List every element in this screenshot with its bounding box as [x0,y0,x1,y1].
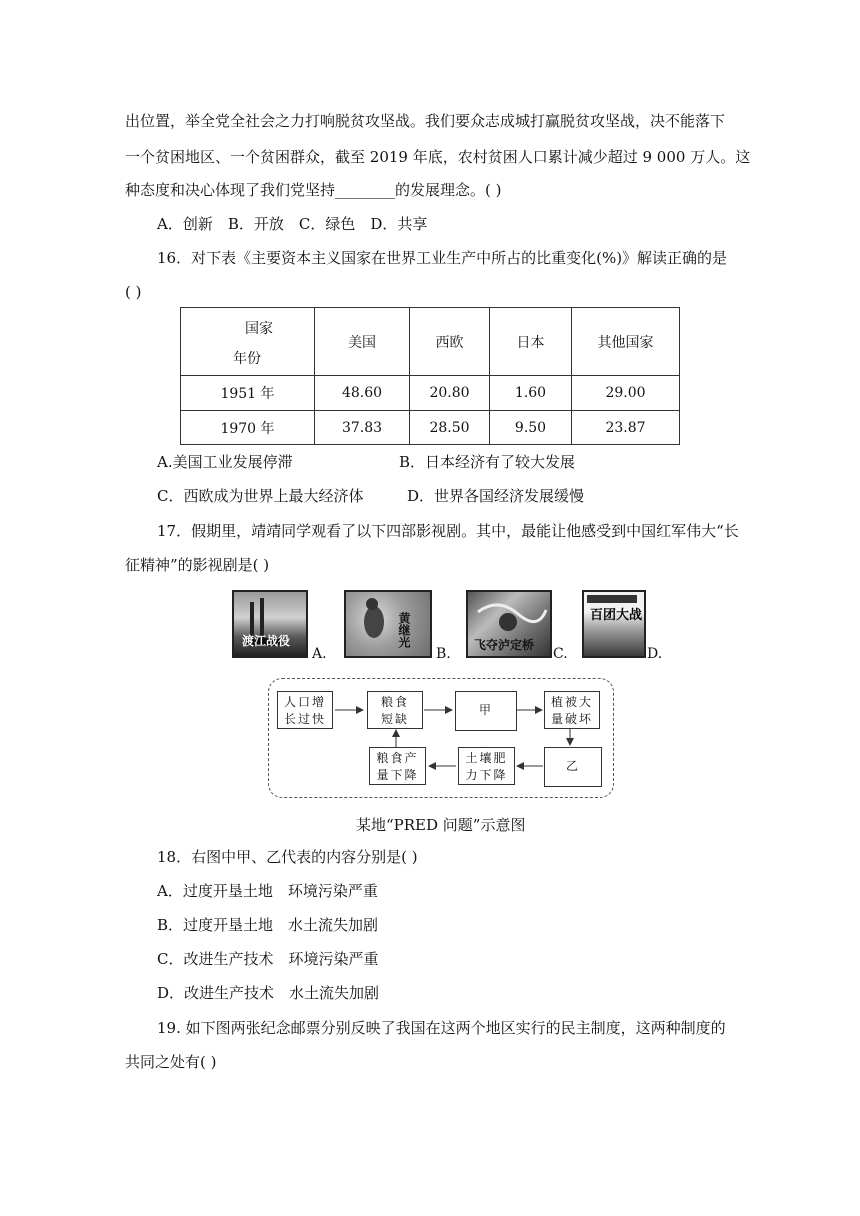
q18-option-b: B．过度开垦土地 水土流失加剧 [157,916,379,934]
film-label-c: C. [553,646,568,662]
box-text: 乙 [565,759,580,773]
col-header-others: 其他国家 [572,308,680,376]
box-text: 粮食 [380,695,409,709]
box-vegetation-destroyed [544,691,600,729]
box-text: 人口增 [283,695,326,709]
q16-option-a: A.美国工业发展停滞 [157,453,293,471]
q16-option-d: D．世界各国经济发展缓慢 [407,487,585,505]
table-cell: 37.83 [315,411,410,445]
film-label-d: D. [647,646,663,662]
box-text: 量下降 [376,768,419,782]
box-population-growth [277,691,333,729]
row-year: 1970 年 [181,411,315,445]
table-cell: 1.60 [490,376,572,411]
table-cell: 23.87 [572,411,680,445]
film-caption-b: 黄继光 [397,612,411,648]
film-caption-a: 渡江战役 [242,634,291,648]
corner-year-label: 年份 [233,351,261,367]
table-cell: 29.00 [572,376,680,411]
q19-stem-line2: 共同之处有( ) [125,1053,217,1071]
q18-option-c: C．改进生产技术 环境污染严重 [157,950,379,968]
box-yi [544,747,602,787]
col-header-usa: 美国 [315,308,410,376]
q15-text-line1: 出位置，举全党全社会之力打响脱贫攻坚战。我们要众志成城打赢脱贫攻坚战，决不能落下 [125,112,726,130]
table-cell: 9.50 [490,411,572,445]
q18-option-a: A．过度开垦土地 环境污染严重 [157,882,378,900]
film-caption-d: 百团大战 [590,608,643,623]
table-cell: 28.50 [410,411,490,445]
box-soil-fertility [458,747,515,785]
box-food-shortage [367,691,423,729]
q16-option-c: C．西欧成为世界上最大经济体 [157,487,364,505]
q17-stem-line1: 17．假期里，靖靖同学观看了以下四部影视剧。其中，最能让他感受到中国红军伟大“长 [157,522,739,540]
corner-country-label: 国家 [245,321,273,337]
q17-stem-line2: 征精神”的影视剧是( ) [125,556,270,574]
q18-stem: 18．右图中甲、乙代表的内容分别是( ) [157,848,418,866]
box-text: 量破坏 [550,712,593,726]
film-caption-c: 飞夺泸定桥 [474,638,535,652]
box-text: 土壤肥 [465,751,508,765]
table-cell: 48.60 [315,376,410,411]
q16-option-b: B．日本经济有了较大发展 [399,453,576,471]
q18-option-d: D．改进生产技术 水土流失加剧 [157,984,380,1002]
box-text: 甲 [478,703,493,717]
box-grain-output [369,747,426,785]
box-text: 粮食产 [376,751,419,765]
q15-text-line2: 一个贫困地区、一个贫困群众，截至 2019 年底，农村贫困人口累计减少超过 9 000 万人。这 [125,148,751,166]
col-header-western-europe: 西欧 [410,308,490,376]
diagram-caption: 某地“PRED 问题”示意图 [356,816,526,834]
box-jia [455,691,517,731]
film-label-b: B. [436,646,451,662]
q16-stem-line1: 16．对下表《主要资本主义国家在世界工业生产中所占的比重变化(%)》解读正确的是 [157,249,728,267]
film-label-a: A. [312,646,327,662]
box-text: 植被大 [550,695,593,709]
box-text: 长过快 [283,712,326,726]
q16-stem-line2: ( ) [125,283,142,301]
q15-text-line3: 种态度和决心体现了我们党坚持________的发展理念。( ) [125,181,502,199]
box-text: 力下降 [465,768,508,782]
box-text: 短缺 [380,712,409,726]
col-header-japan: 日本 [490,308,572,376]
q15-options: A．创新 B．开放 C．绿色 D．共享 [157,215,428,233]
row-year: 1951 年 [181,376,315,411]
table-cell: 20.80 [410,376,490,411]
q19-stem-line1: 19. 如下图两张纪念邮票分别反映了我国在这两个地区实行的民主制度，这两种制度的 [157,1019,726,1037]
